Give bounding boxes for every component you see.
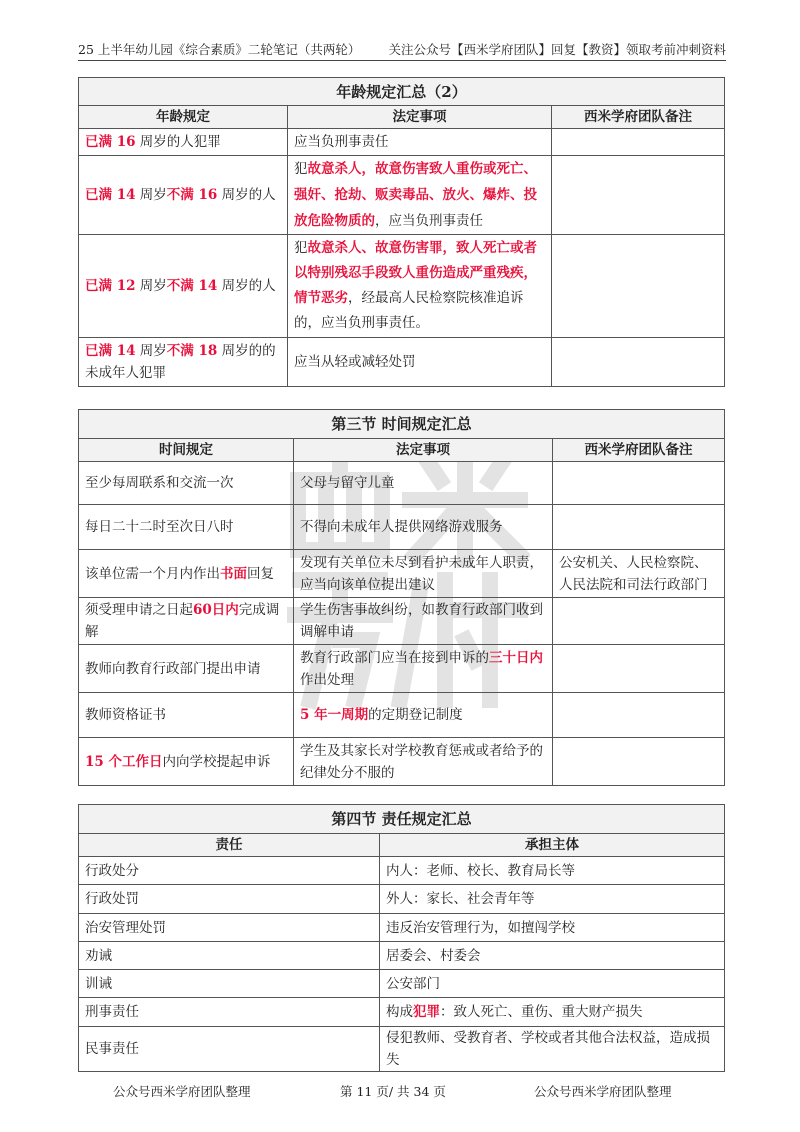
time-cell	[79, 505, 294, 550]
note-cell	[553, 645, 725, 693]
matter-cell	[294, 645, 553, 693]
table-title: 年龄规定汇总（2）	[79, 78, 725, 106]
highlight-text: 已满 14	[85, 187, 136, 203]
cell-text: 构成	[386, 1004, 413, 1020]
responsibility-cell: 民事责任	[79, 1027, 380, 1072]
age-cell	[79, 338, 288, 387]
highlight-text: 犯罪	[413, 1004, 440, 1020]
page-number: 第 11 页/ 共 34 页	[340, 1084, 446, 1099]
cell-text: 犯	[294, 240, 308, 256]
highlight-text: 不满 14	[166, 278, 218, 294]
cell-text: ：致人死亡、重伤、重大财产损失	[440, 1004, 643, 1020]
cell-text: 周岁的人犯罪	[135, 134, 221, 150]
cell-text: ，应当负刑事责任	[375, 213, 483, 229]
table-title: 第四节 责任规定汇总	[79, 805, 725, 834]
cell-text: 内人：老师、校长、教育局长等	[386, 862, 575, 879]
cell-text: 侵犯教师、受教育者、学校或者其他合法权益，造成损失	[386, 1030, 710, 1068]
highlight-text: 已满 16	[85, 134, 136, 150]
age-rules-table	[78, 77, 725, 387]
column-header: 西米学府团队备注	[553, 439, 725, 462]
column-header: 承担主体	[380, 834, 725, 857]
cell-text: 的定期登记制度	[368, 707, 463, 723]
subject-cell	[380, 914, 725, 942]
cell-text: 周岁	[135, 278, 167, 294]
responsibility-cell: 劝诫	[79, 942, 380, 970]
note-cell	[552, 156, 725, 235]
cell-text: 周岁的人	[217, 187, 276, 203]
column-header: 年龄规定	[79, 106, 288, 129]
note-cell	[552, 129, 725, 156]
matter-cell	[294, 738, 553, 786]
cell-text: 完成调解	[85, 602, 280, 640]
matter-cell	[288, 129, 552, 156]
highlight-text: 15 个工作日	[85, 753, 163, 770]
subject-cell	[380, 998, 725, 1027]
age-cell	[79, 235, 288, 338]
cell-text: 周岁	[135, 343, 167, 359]
cell-text: 父母与留守儿童	[300, 475, 395, 491]
highlight-text: 故意杀人，故意伤害致人重伤或死亡、强奸、抢劫、贩卖毒品、放火、爆炸、投放危险物质的	[294, 161, 537, 229]
footer-right-text: 公众号西米学府团队整理	[534, 1084, 672, 1099]
cell-text: 违反治安管理行为，如擅闯学校	[386, 919, 575, 936]
column-header: 责任	[79, 834, 380, 857]
footer-left-text: 公众号西米学府团队整理	[113, 1084, 251, 1099]
note-cell	[552, 338, 725, 387]
age-cell	[79, 129, 288, 156]
column-header: 法定事项	[294, 439, 553, 462]
cell-text: 教师向教育行政部门提出申请	[85, 660, 261, 677]
cell-text: 周岁的的未成年人犯罪	[85, 343, 276, 381]
time-cell	[79, 645, 294, 693]
note-cell	[553, 693, 725, 738]
cell-text: ，经最高人民检察院核准追诉的，应当负刑事责任。	[294, 290, 524, 331]
time-cell	[79, 550, 294, 598]
highlight-text: 已满 14	[85, 343, 136, 359]
cell-text: 不得向未成年人提供网络游戏服务	[300, 519, 503, 535]
note-cell	[552, 235, 725, 338]
matter-cell	[294, 462, 553, 505]
matter-cell	[294, 598, 553, 645]
age-cell	[79, 156, 288, 235]
cell-text: 应当从轻或减轻处罚	[294, 354, 416, 370]
header-left-text: 25 上半年幼儿园《综合素质》二轮笔记（共两轮）	[78, 42, 361, 57]
note-cell	[553, 505, 725, 550]
column-header: 西米学府团队备注	[552, 106, 725, 129]
subject-cell	[380, 970, 725, 998]
page-header	[78, 38, 726, 61]
cell-text: 教师资格证书	[85, 707, 166, 723]
matter-cell	[288, 156, 552, 235]
subject-cell	[380, 1027, 725, 1072]
cell-text: 学生伤害事故纠纷，如教育行政部门收到调解申请	[300, 602, 543, 640]
matter-cell	[288, 235, 552, 338]
cell-text: 至少每周联系和交流一次	[85, 475, 234, 491]
cell-text: 该单位需一个月内作出	[85, 565, 220, 582]
matter-cell	[294, 693, 553, 738]
cell-text: 教育行政部门应当在接到申诉的	[300, 649, 489, 666]
highlight-text: 书面	[220, 565, 247, 582]
cell-text: 周岁	[135, 187, 167, 203]
cell-text: 发现有关单位未尽到看护未成年人职责，应当向该单位提出建议	[300, 554, 543, 593]
responsibility-cell: 训诫	[79, 970, 380, 998]
cell-text: 居委会、村委会	[386, 947, 481, 964]
column-header: 法定事项	[288, 106, 552, 129]
cell-text: 外人：家长、社会青年等	[386, 891, 535, 907]
cell-text: 周岁的人	[217, 278, 276, 294]
cell-text: 作出处理	[300, 671, 354, 688]
responsibility-cell: 治安管理处罚	[79, 914, 380, 942]
matter-cell	[294, 550, 553, 598]
responsibility-cell: 行政处罚	[79, 885, 380, 914]
note-cell	[553, 462, 725, 505]
cell-text: 犯	[294, 161, 308, 177]
responsibility-cell: 刑事责任	[79, 998, 380, 1027]
time-cell	[79, 462, 294, 505]
highlight-text: 5 年一周期	[300, 707, 369, 723]
time-rules-table	[78, 409, 725, 786]
cell-text: 内向学校提起申诉	[162, 753, 271, 770]
time-cell	[79, 738, 294, 786]
cell-text: 公安部门	[386, 975, 440, 992]
cell-text: 每日二十二时至次日八时	[85, 519, 234, 535]
cell-text: 应当负刑事责任	[294, 134, 389, 150]
note-cell: 公安机关、人民检察院、人民法院和司法行政部门	[553, 550, 725, 598]
cell-text: 回复	[247, 565, 274, 582]
table-title: 第三节 时间规定汇总	[79, 410, 725, 439]
highlight-text: 不满 16	[166, 187, 218, 203]
matter-cell	[294, 505, 553, 550]
column-header: 时间规定	[79, 439, 294, 462]
responsibility-cell: 行政处分	[79, 857, 380, 885]
note-cell	[553, 598, 725, 645]
note-cell	[553, 738, 725, 786]
subject-cell	[380, 857, 725, 885]
matter-cell	[288, 338, 552, 387]
subject-cell	[380, 942, 725, 970]
subject-cell	[380, 885, 725, 914]
highlight-text: 三十日内	[489, 649, 543, 666]
time-cell	[79, 598, 294, 645]
highlight-text: 60日内	[193, 602, 239, 618]
highlight-text: 故意杀人、故意伤害罪，致人死亡或者以特别残忍手段致人重伤造成严重残疾，情节恶劣	[294, 240, 537, 306]
header-right-text: 关注公众号【西米学府团队】回复【教资】领取考前冲刺资料	[388, 42, 726, 57]
responsibility-rules-table	[78, 804, 725, 1072]
cell-text: 须受理申请之日起	[85, 602, 193, 618]
highlight-text: 不满 18	[166, 343, 218, 359]
cell-text: 学生及其家长对学校教育惩戒或者给予的纪律处分不服的	[300, 742, 543, 781]
highlight-text: 已满 12	[85, 278, 136, 294]
time-cell	[79, 693, 294, 738]
